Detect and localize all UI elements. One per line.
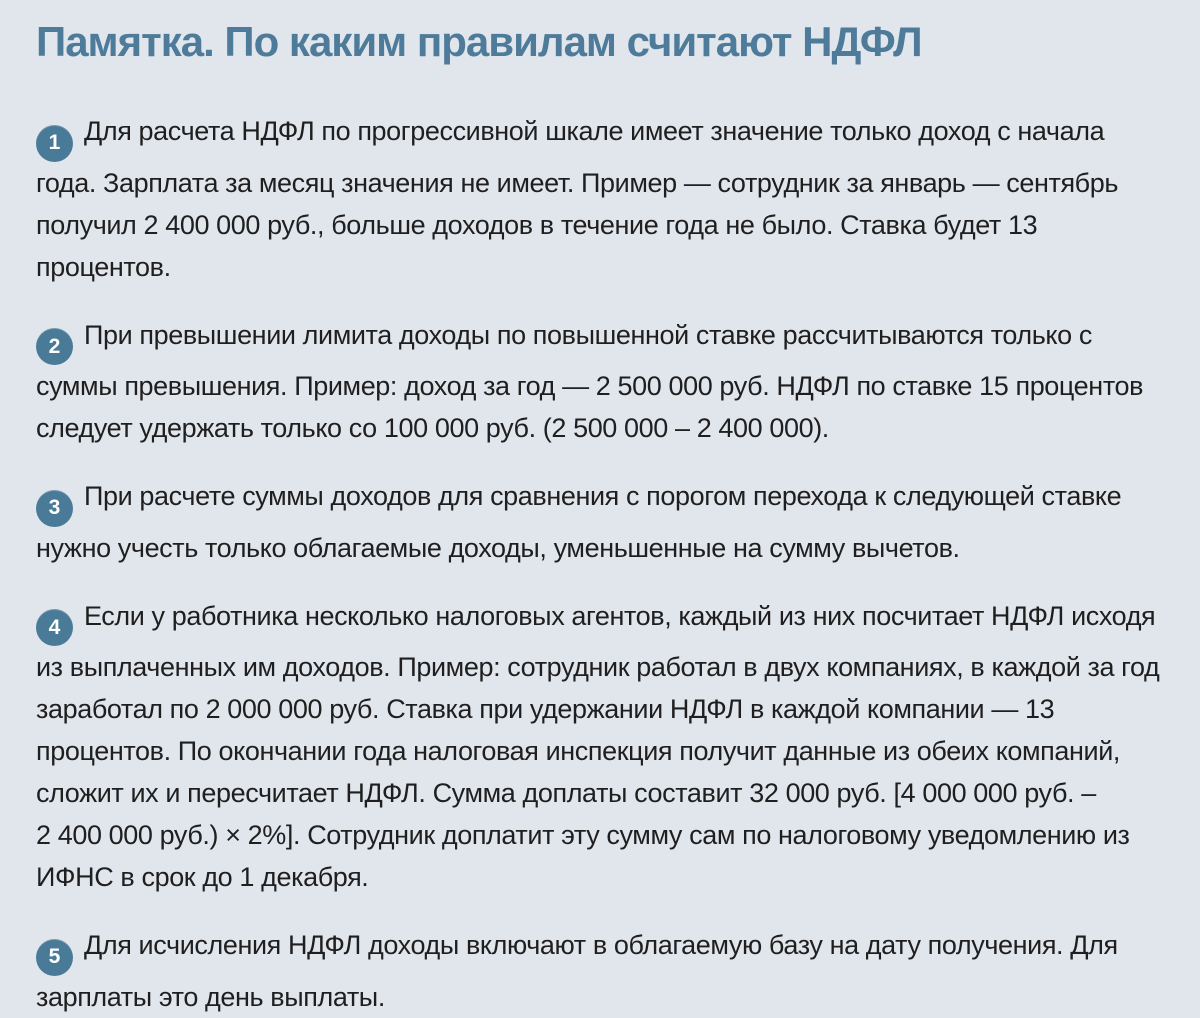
point-text: При превышении лимита доходы по повышенной ставке рассчитываются только с суммы превышения. Пример: доход за год — 2 500 000 руб. НДФЛ по ставке 15 процентов следует удержать только со 100 000 руб. (2 500 000 – 2 400 000). <box>36 319 1144 443</box>
page-title: Памятка. По каким правилам считают НДФЛ <box>36 18 922 65</box>
point-text: При расчете суммы доходов для сравнения с порогом перехода к следующей ставке нужно учесть только облагаемые доходы, уменьшенные на сумму вычетов. <box>36 481 1122 563</box>
point-text: Для расчета НДФЛ по прогрессивной шкале имеет значение только доход с начала года. Зарплата за месяц значения не имеет. Пример — сотрудник за январь — сентябрь получил 2 400 000 руб., больше доходов в течение года не было. Ставка будет 13 процентов. <box>36 116 1119 282</box>
point-number-badge: 1 <box>36 125 73 162</box>
memo-point-4 <box>36 595 1164 899</box>
memo-point-5 <box>36 924 1164 1018</box>
memo-point-3 <box>36 475 1164 569</box>
point-number-badge: 4 <box>36 609 73 646</box>
point-text: Для исчисления НДФЛ доходы включают в облагаемую базу на дату получения. Для зарплаты это день выплаты. <box>36 930 1118 1012</box>
memo-point-2 <box>36 314 1164 450</box>
point-text: Если у работника несколько налоговых агентов, каждый из них посчитает НДФЛ исходя из выплаченных им доходов. Пример: сотрудник работал в двух компаниях, в каждой за год заработал по 2 000 000 руб. Ставка при удержании НДФЛ в каждой компании — 13 процентов. По окончании года налоговая инспекция получит данные из обеих компаний, сложит их и пересчитает НДФЛ. Сумма доплаты составит 32 000 руб. [4 000 000 руб. – 2 400 000 руб.) × 2%]. Сотрудник доплатит эту сумму сам по налоговому уведомлению из ИФНС в срок до 1 декабря. <box>36 600 1160 892</box>
point-number-badge: 2 <box>36 328 73 365</box>
memo-point-1 <box>36 110 1164 288</box>
point-number-badge: 5 <box>36 939 73 976</box>
point-number-badge: 3 <box>36 490 73 527</box>
